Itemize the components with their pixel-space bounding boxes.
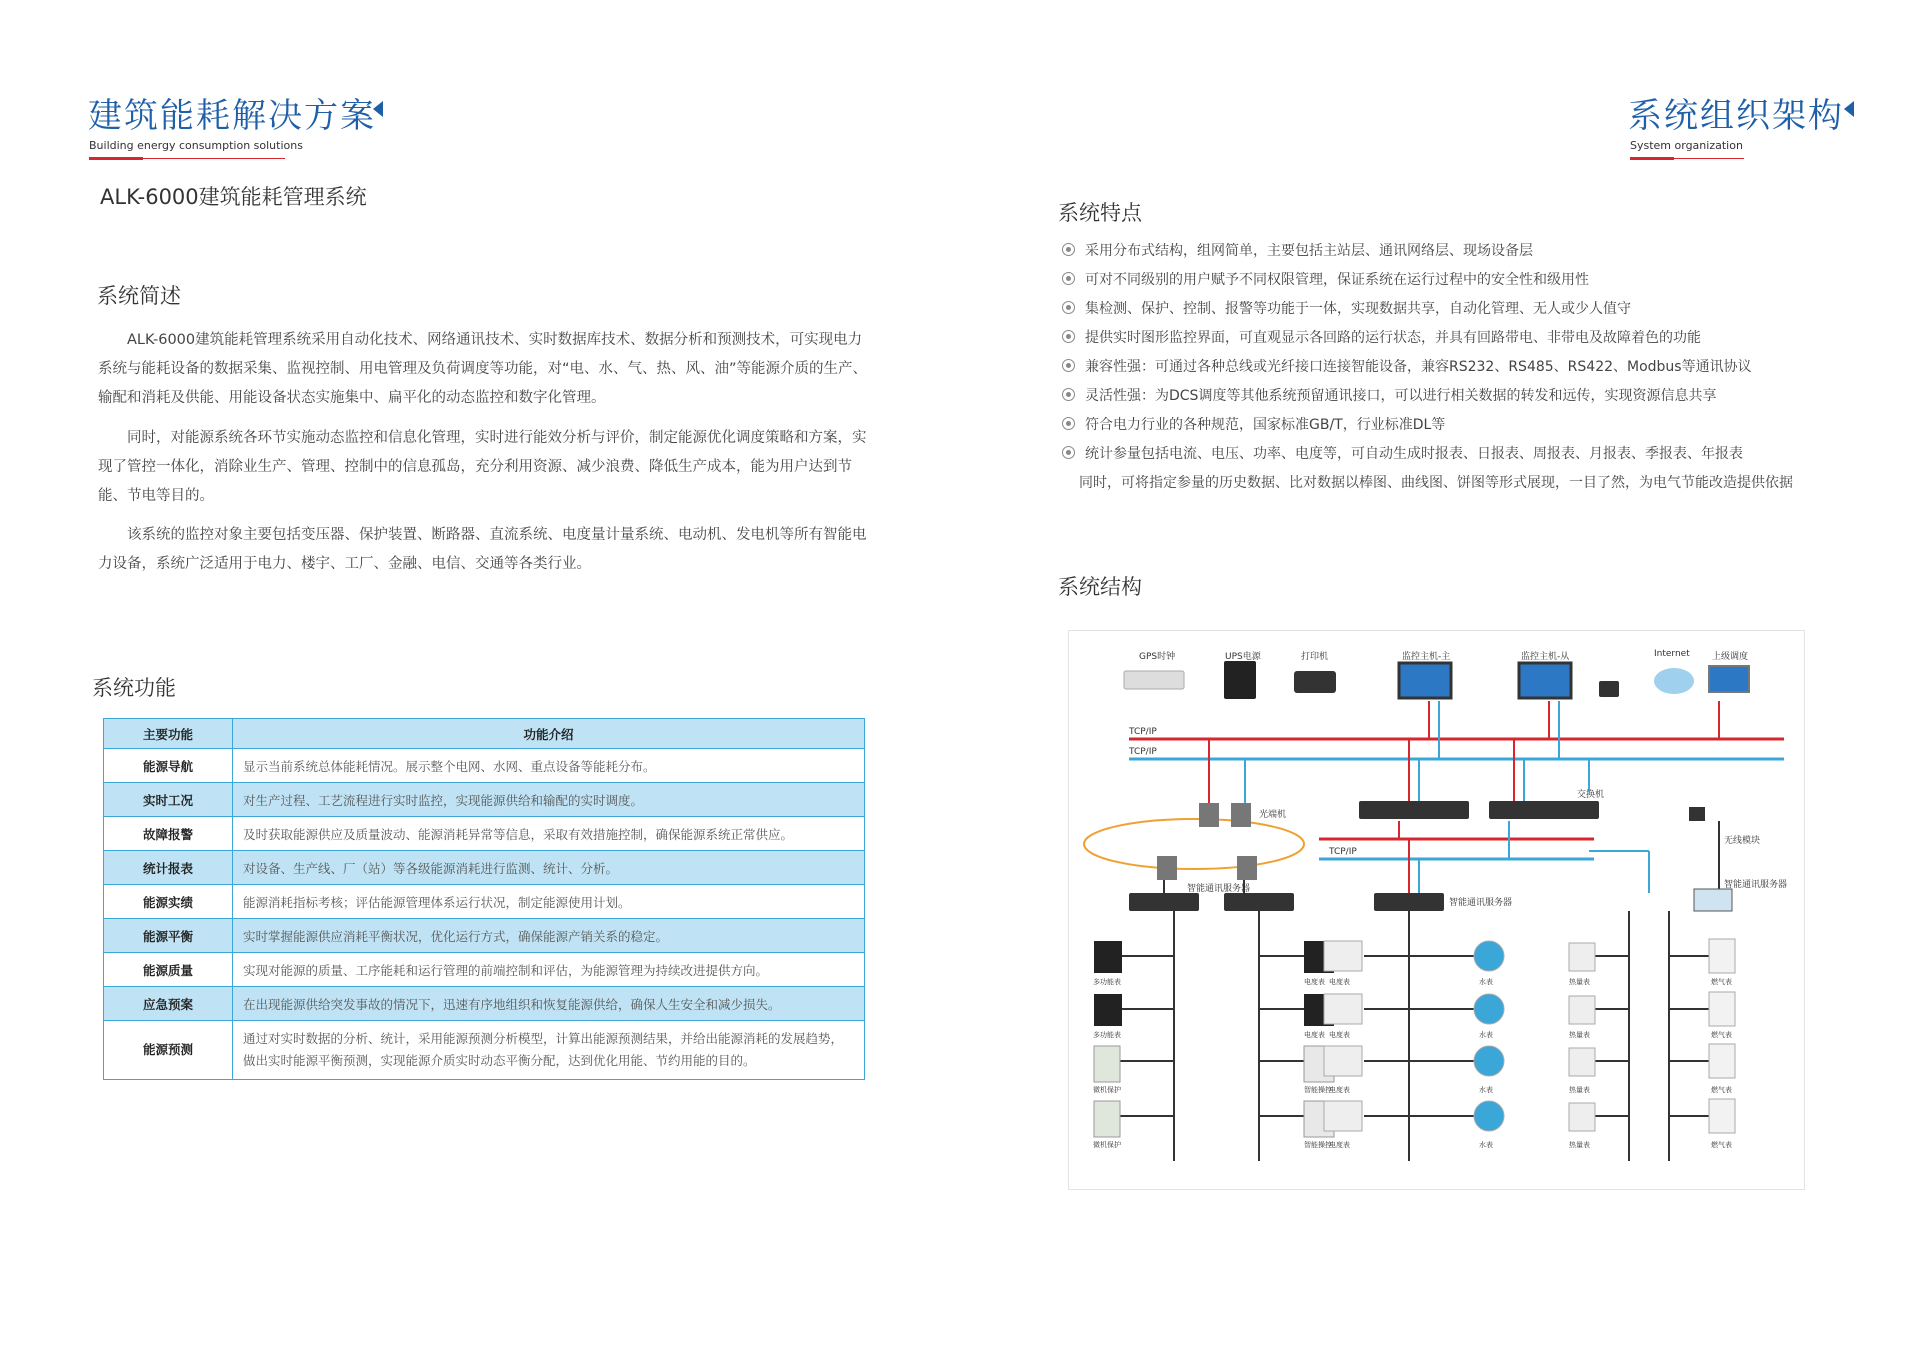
kwh-meter-icon <box>1324 941 1362 971</box>
header-accent-bar <box>1630 157 1674 160</box>
product-title: ALK-6000建筑能耗管理系统 <box>100 185 367 209</box>
field-label: 水表 <box>1479 978 1493 986</box>
field-label: 热量表 <box>1569 978 1590 986</box>
feature-item <box>1062 353 1793 382</box>
bus-label: TCP/IP <box>1129 727 1157 737</box>
bullet-icon <box>1062 301 1075 314</box>
wireless-label: 无线模块 <box>1724 836 1761 846</box>
field-label: 水表 <box>1479 1086 1493 1094</box>
field-label: 燃气表 <box>1711 978 1732 986</box>
kwh-meter-icon <box>1324 1046 1362 1076</box>
feature-item <box>1062 324 1793 353</box>
bullet-icon <box>1062 330 1075 343</box>
monitor-icon <box>1519 663 1571 698</box>
water-meter-icon <box>1474 1046 1504 1076</box>
structure-heading: 系统结构 <box>1058 575 1142 599</box>
server-label: 智能通讯服务器 <box>1449 898 1513 908</box>
table-row <box>104 885 865 919</box>
heat-meter-icon <box>1569 943 1595 971</box>
water-meter-icon <box>1474 941 1504 971</box>
switch-icon <box>1489 801 1599 819</box>
function-desc: 在出现能源供给突发事故的情况下，迅速有序地组织和恢复能源供给，确保人生安全和减少损失。 <box>233 987 865 1021</box>
overview-paragraph: ALK-6000建筑能耗管理系统采用自动化技术、网络通讯技术、实时数据库技术、数据分析和预测技术，可实现电力系统与能耗设备的数据采集、监视控制、用电管理及负荷调度等功能，对“电、水、气、热、风、油”等能源介质的生产、输配和消耗及供能、用能设备状态实施集中、扁平化的动态监控和数字化管理。 <box>98 332 868 406</box>
comm-server-icon <box>1129 893 1199 911</box>
bullet-icon <box>1062 359 1075 372</box>
ups-icon <box>1224 661 1256 699</box>
comm-server-icon <box>1374 893 1444 911</box>
table-row <box>104 987 865 1021</box>
function-desc: 实时掌握能源供应消耗平衡状况，优化运行方式，确保能源产销关系的稳定。 <box>233 919 865 953</box>
diagram-wiring <box>1069 631 1804 1189</box>
table-row <box>104 1021 865 1080</box>
bullet-icon <box>1062 417 1075 430</box>
meter-icon <box>1094 994 1122 1026</box>
function-name: 能源实绩 <box>104 885 233 919</box>
function-desc: 能源消耗指标考核；评估能源管理体系运行状况，制定能源使用计划。 <box>233 885 865 919</box>
column-header: 主要功能 <box>104 719 233 749</box>
feature-text: 可对不同级别的用户赋予不同权限管理，保证系统在运行过程中的安全性和级用性 <box>1085 272 1589 288</box>
field-label: 微机保护 <box>1093 1141 1121 1149</box>
function-desc: 对生产过程、工艺流程进行实时监控，实现能源供给和输配的实时调度。 <box>233 783 865 817</box>
triangle-marker-icon <box>1844 101 1854 117</box>
server-label: 智能通讯服务器 <box>1724 880 1788 890</box>
feature-text: 提供实时图形监控界面，可直观显示各回路的运行状态，并具有回路带电、非带电及故障着色的功能 <box>1085 330 1701 346</box>
field-label: 电度表 <box>1304 978 1325 986</box>
right-header-subtitle: System organization <box>1630 139 1743 152</box>
function-name: 能源导航 <box>104 749 233 783</box>
field-label: 多功能表 <box>1093 978 1121 986</box>
feature-text: 符合电力行业的各种规范，国家标准GB/T，行业标准DL等 <box>1085 417 1446 433</box>
feature-item <box>1062 295 1793 324</box>
feature-text: 集检测、保护、控制、报警等功能于一体，实现数据共享，自动化管理、无人或少人值守 <box>1085 301 1631 317</box>
meter-icon <box>1094 941 1122 973</box>
right-header-title: 系统组织架构 <box>1628 96 1844 136</box>
features-list <box>1062 237 1793 498</box>
table-row <box>104 817 865 851</box>
triangle-marker-icon <box>373 101 383 117</box>
overview-heading: 系统简述 <box>97 284 181 308</box>
field-label: 电度表 <box>1304 1031 1325 1039</box>
field-label: 燃气表 <box>1711 1031 1732 1039</box>
field-label: 电度表 <box>1329 1031 1350 1039</box>
field-label: 燃气表 <box>1711 1086 1732 1094</box>
gps-clock-icon <box>1124 671 1184 689</box>
header-accent-line <box>143 158 285 159</box>
table-row <box>104 783 865 817</box>
feature-item <box>1062 237 1793 266</box>
device-label: 监控主机-从 <box>1521 652 1570 662</box>
bullet-icon <box>1062 446 1075 459</box>
gas-meter-icon <box>1709 1099 1735 1133</box>
gas-meter-icon <box>1709 1044 1735 1078</box>
optical-transceiver-icon <box>1237 856 1257 880</box>
function-desc: 实现对能源的质量、工序能耗和运行管理的前端控制和评估，为能源管理为持续改进提供方向。 <box>233 953 865 987</box>
modem-icon <box>1599 681 1619 697</box>
feature-text: 灵活性强：为DCS调度等其他系统预留通讯接口，可以进行相关数据的转发和远传，实现资源信息共享 <box>1085 388 1717 404</box>
functions-heading: 系统功能 <box>92 676 176 700</box>
device-label: UPS电源 <box>1225 652 1261 662</box>
heat-meter-icon <box>1569 1048 1595 1076</box>
function-desc: 及时获取能源供应及质量波动、能源消耗异常等信息，采取有效措施控制，确保能源系统正常供应。 <box>233 817 865 851</box>
device-label: 上级调度 <box>1712 652 1749 662</box>
server-label: 智能通讯服务器 <box>1187 884 1251 894</box>
monitor-icon <box>1399 663 1451 698</box>
function-name: 实时工况 <box>104 783 233 817</box>
field-label: 燃气表 <box>1711 1141 1732 1149</box>
gas-meter-icon <box>1709 992 1735 1026</box>
field-label: 热量表 <box>1569 1141 1590 1149</box>
table-header-row <box>104 719 865 749</box>
column-header: 功能介绍 <box>233 719 865 749</box>
wireless-module-icon <box>1689 807 1705 821</box>
gas-meter-icon <box>1709 939 1735 973</box>
function-name: 能源平衡 <box>104 919 233 953</box>
feature-text: 统计参量包括电流、电压、功率、电度等，可自动生成时报表、日报表、周报表、月报表、季报表、年报表 <box>1085 446 1743 462</box>
bus-label: TCP/IP <box>1329 847 1357 857</box>
bullet-icon <box>1062 388 1075 401</box>
feature-item <box>1062 382 1793 411</box>
optical-label: 光端机 <box>1259 810 1287 820</box>
field-label: 电度表 <box>1329 1141 1350 1149</box>
field-label: 多功能表 <box>1093 1031 1121 1039</box>
function-name: 故障报警 <box>104 817 233 851</box>
functions-table <box>103 718 865 1080</box>
left-header-subtitle: Building energy consumption solutions <box>89 139 303 152</box>
water-meter-icon <box>1474 1101 1504 1131</box>
laptop-icon <box>1709 666 1749 692</box>
feature-text: 采用分布式结构，组网简单，主要包括主站层、通讯网络层、现场设备层 <box>1085 243 1533 259</box>
function-name: 能源预测 <box>104 1021 233 1080</box>
heat-meter-icon <box>1569 1103 1595 1131</box>
relay-icon <box>1094 1101 1120 1137</box>
switch-icon <box>1359 801 1469 819</box>
device-label: 监控主机-主 <box>1402 652 1451 662</box>
function-name: 应急预案 <box>104 987 233 1021</box>
function-desc: 显示当前系统总体能耗情况。展示整个电网、水网、重点设备等能耗分布。 <box>233 749 865 783</box>
field-label: 电度表 <box>1329 1086 1350 1094</box>
function-desc: 对设备、生产线、厂（站）等各级能源消耗进行监测、统计、分析。 <box>233 851 865 885</box>
device-label: Internet <box>1654 649 1690 659</box>
relay-icon <box>1094 1046 1120 1082</box>
bus-label: TCP/IP <box>1129 747 1157 757</box>
switch-label: 交换机 <box>1577 790 1605 800</box>
optical-transceiver-icon <box>1231 803 1251 827</box>
device-label: 打印机 <box>1301 652 1329 662</box>
kwh-meter-icon <box>1324 994 1362 1024</box>
features-heading: 系统特点 <box>1058 201 1142 225</box>
field-label: 智能操控 <box>1304 1141 1332 1149</box>
kwh-meter-icon <box>1324 1101 1362 1131</box>
optical-transceiver-icon <box>1199 803 1219 827</box>
table-row <box>104 953 865 987</box>
header-accent-line <box>1674 158 1744 159</box>
table-row <box>104 749 865 783</box>
function-name: 统计报表 <box>104 851 233 885</box>
printer-icon <box>1294 671 1336 693</box>
field-label: 水表 <box>1479 1031 1493 1039</box>
table-row <box>104 919 865 953</box>
bullet-icon <box>1062 243 1075 256</box>
field-label: 热量表 <box>1569 1086 1590 1094</box>
bullet-icon <box>1062 272 1075 285</box>
cloud-icon <box>1654 668 1694 694</box>
function-desc: 通过对实时数据的分析、统计，采用能源预测分析模型，计算出能源预测结果，并给出能源消耗的发展趋势，做出实时能源平衡预测，实现能源介质实时动态平衡分配，达到优化用能、节约用能的目的。 <box>233 1021 865 1080</box>
header-accent-bar <box>89 157 143 160</box>
field-label: 智能操控 <box>1304 1086 1332 1094</box>
system-structure-diagram <box>1068 630 1805 1190</box>
field-label: 微机保护 <box>1093 1086 1121 1094</box>
device-label: GPS时钟 <box>1139 652 1176 662</box>
function-name: 能源质量 <box>104 953 233 987</box>
overview-paragraph: 同时，对能源系统各环节实施动态监控和信息化管理，实时进行能效分析与评价，制定能源优化调度策略和方案，实现了管控一体化，消除业生产、管理、控制中的信息孤岛，充分利用资源、减少浪费、降低生产成本，能为用户达到节能、节电等目的。 <box>98 430 867 504</box>
comm-server-icon <box>1224 893 1294 911</box>
feature-item <box>1062 411 1793 440</box>
feature-item <box>1062 440 1793 469</box>
left-header-title: 建筑能耗解决方案 <box>88 96 376 136</box>
overview-paragraph: 该系统的监控对象主要包括变压器、保护装置、断路器、直流系统、电度量计量系统、电动机、发电机等所有智能电力设备，系统广泛适用于电力、楼宇、工厂、金融、电信、交通等各类行业。 <box>98 527 867 572</box>
field-label: 电度表 <box>1329 978 1350 986</box>
feature-continuation: 同时，可将指定参量的历史数据、比对数据以棒图、曲线图、饼图等形式展现，一目了然，为电气节能改造提供依据 <box>1079 475 1793 491</box>
field-label: 热量表 <box>1569 1031 1590 1039</box>
heat-meter-icon <box>1569 996 1595 1024</box>
optical-ring <box>1084 819 1304 869</box>
feature-item <box>1062 266 1793 295</box>
water-meter-icon <box>1474 994 1504 1024</box>
field-label: 水表 <box>1479 1141 1493 1149</box>
wireless-server-icon <box>1694 889 1732 911</box>
feature-text: 兼容性强：可通过各种总线或光纤接口连接智能设备，兼容RS232、RS485、RS422、Modbus等通讯协议 <box>1085 359 1752 375</box>
table-row <box>104 851 865 885</box>
optical-transceiver-icon <box>1157 856 1177 880</box>
